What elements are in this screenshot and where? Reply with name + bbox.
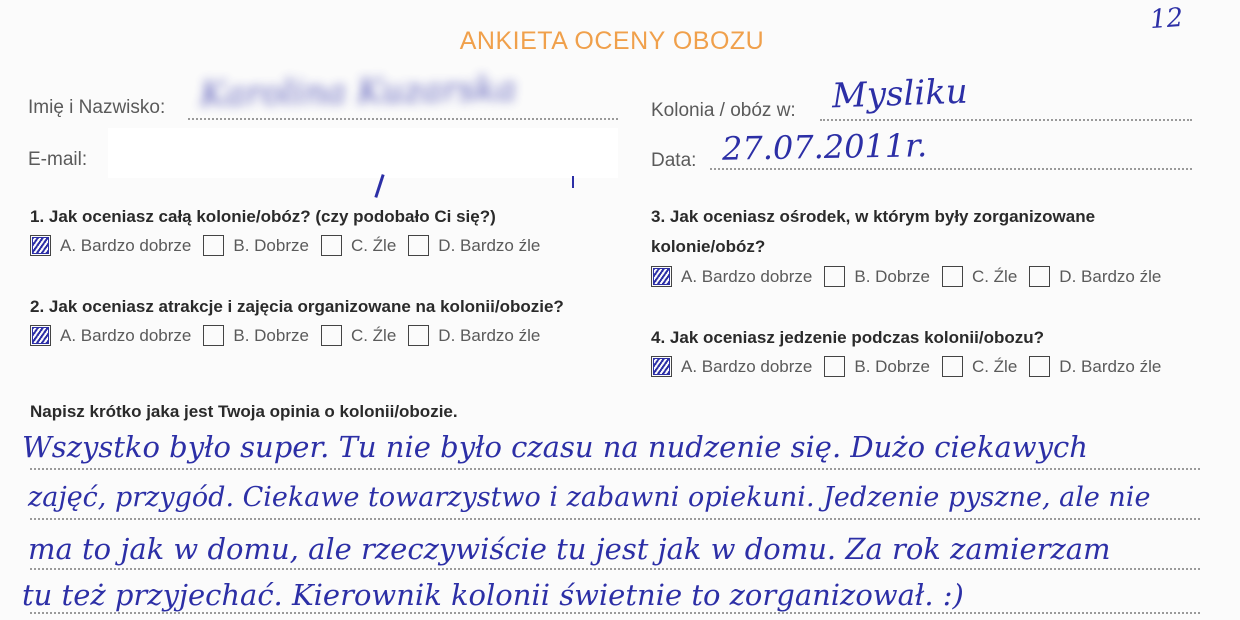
opinion-dotted-line <box>30 468 1200 470</box>
option-d[interactable]: D. Bardzo źle <box>1029 266 1161 287</box>
option-b[interactable]: B. Dobrze <box>203 325 309 346</box>
question-2 <box>30 297 564 317</box>
checkbox-checked[interactable] <box>30 325 51 346</box>
question-1-options <box>30 235 552 256</box>
camp-label: Kolonia / obóz w: <box>651 100 796 121</box>
checkbox[interactable] <box>408 235 429 256</box>
option-c[interactable]: C. Źle <box>321 325 396 346</box>
name-value: Karolina Kuzarska <box>199 69 517 115</box>
opinion-title: Napisz krótko jaka jest Twoja opinia o kolonii/obozie. <box>30 402 458 421</box>
question-4 <box>651 328 1044 348</box>
option-c[interactable]: C. Źle <box>942 356 1017 377</box>
date-label: Data: <box>651 150 697 171</box>
email-label: E-mail: <box>28 149 88 170</box>
email-ink-stroke <box>572 176 574 188</box>
option-b[interactable]: B. Dobrze <box>824 266 930 287</box>
option-c[interactable]: C. Źle <box>321 235 396 256</box>
question-text: Jak oceniasz atrakcje i zajęcia organizowane na kolonii/obozie? <box>48 297 564 316</box>
camp-dotted-line <box>820 119 1192 121</box>
option-a[interactable]: A. Bardzo dobrze <box>651 266 812 287</box>
date-dotted-line <box>710 168 1192 170</box>
opinion-line-2: zajęć, przygód. Ciekawe towarzystwo i zabawni opiekuni. Jedzenie pyszne, ale nie <box>28 482 1151 513</box>
checkbox[interactable] <box>942 266 963 287</box>
opinion-dotted-line <box>30 568 1200 570</box>
opinion-dotted-line <box>30 518 1200 520</box>
option-a[interactable]: A. Bardzo dobrze <box>651 356 812 377</box>
question-3-options <box>651 266 1173 287</box>
checkbox[interactable] <box>824 356 845 377</box>
opinion-line-3: ma to jak w domu, ale rzeczywiście tu jest jak w domu. Za rok zamierzam <box>28 532 1111 566</box>
question-1 <box>30 207 496 227</box>
name-dotted-line <box>188 118 618 120</box>
question-2-options <box>30 325 552 346</box>
camp-value: Mysliku <box>831 71 969 117</box>
form-title: ANKIETA OCENY OBOZU <box>459 27 765 55</box>
question-text: Jak oceniasz całą kolonie/obóz? (czy podobało Ci się?) <box>48 207 496 226</box>
option-c[interactable]: C. Źle <box>942 266 1017 287</box>
checkbox[interactable] <box>408 325 429 346</box>
question-number: 4. <box>651 328 666 347</box>
checkbox[interactable] <box>1029 266 1050 287</box>
question-text: Jak oceniasz jedzenie podczas kolonii/obozu? <box>669 328 1045 347</box>
page-number: 12 <box>1148 2 1185 36</box>
opinion-line-1: Wszystko było super. Tu nie było czasu na nudzenie się. Dużo ciekawych <box>22 430 1088 464</box>
question-number: 1. <box>30 207 45 226</box>
question-number: 3. <box>651 207 666 226</box>
checkbox[interactable] <box>321 235 342 256</box>
question-number: 2. <box>30 297 45 316</box>
email-redaction <box>108 128 618 178</box>
checkbox[interactable] <box>942 356 963 377</box>
checkbox[interactable] <box>203 325 224 346</box>
option-d[interactable]: D. Bardzo źle <box>408 325 540 346</box>
option-b[interactable]: B. Dobrze <box>203 235 309 256</box>
checkbox-checked[interactable] <box>651 356 672 377</box>
option-d[interactable]: D. Bardzo źle <box>408 235 540 256</box>
opinion-dotted-line <box>30 612 1200 614</box>
checkbox-checked[interactable] <box>30 235 51 256</box>
option-a[interactable]: A. Bardzo dobrze <box>30 235 191 256</box>
checkbox[interactable] <box>203 235 224 256</box>
checkbox[interactable] <box>824 266 845 287</box>
checkbox[interactable] <box>321 325 342 346</box>
name-label: Imię i Nazwisko: <box>28 97 166 118</box>
question-text: Jak oceniasz ośrodek, w którym były zorganizowane <box>669 207 1096 226</box>
option-a[interactable]: A. Bardzo dobrze <box>30 325 191 346</box>
question-3 <box>651 207 1095 227</box>
checkbox[interactable] <box>1029 356 1050 377</box>
opinion-line-4: tu też przyjechać. Kierownik kolonii świetnie to zorganizował. :) <box>22 578 964 612</box>
checkbox-checked[interactable] <box>651 266 672 287</box>
option-d[interactable]: D. Bardzo źle <box>1029 356 1161 377</box>
question-3-continued: kolonie/obóz? <box>651 237 766 256</box>
question-4-options <box>651 356 1173 377</box>
date-value: 27.07.2011r. <box>721 126 928 168</box>
option-b[interactable]: B. Dobrze <box>824 356 930 377</box>
